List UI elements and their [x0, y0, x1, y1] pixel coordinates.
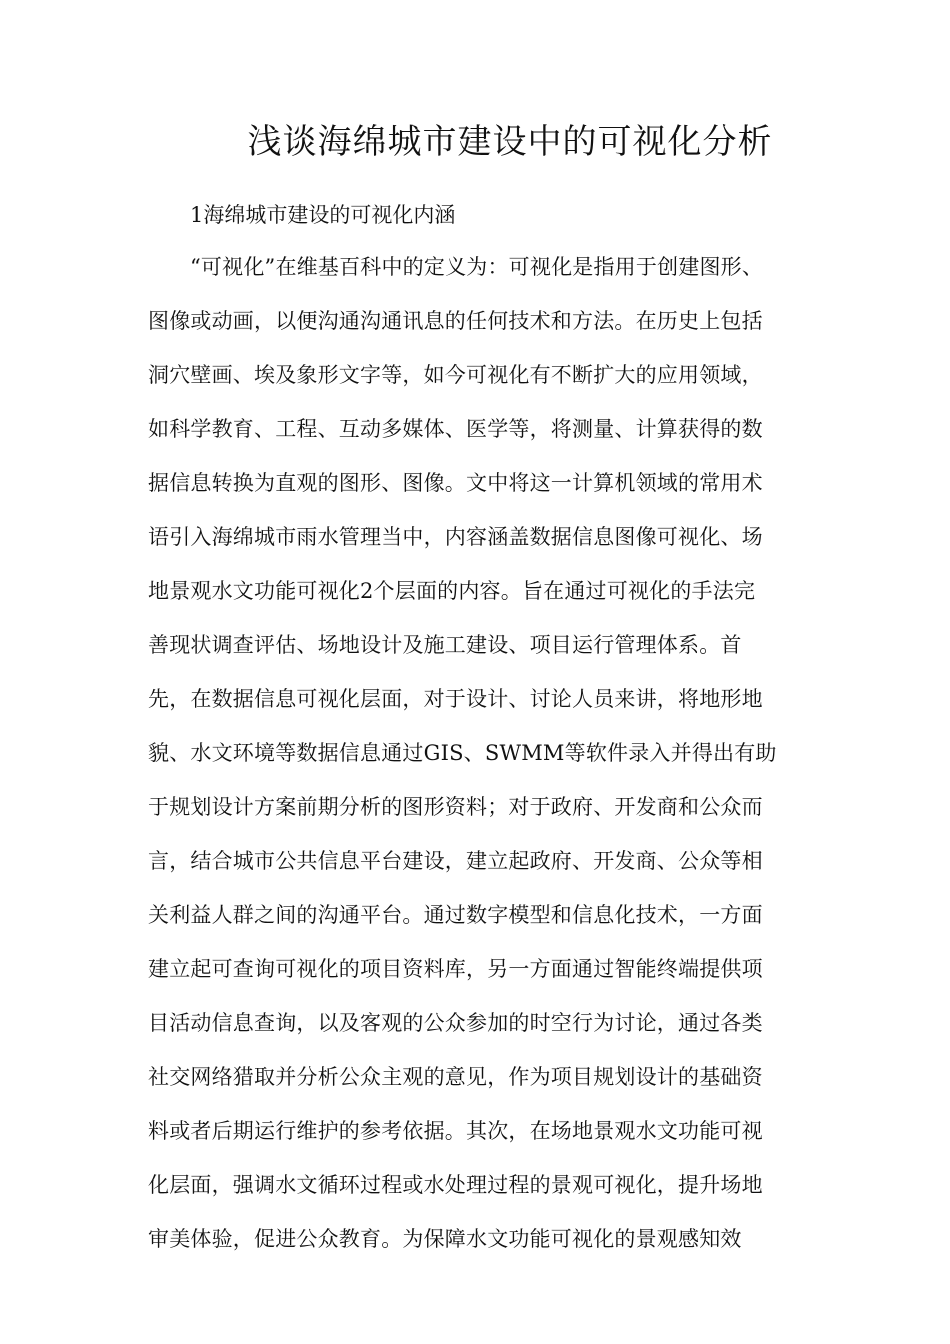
body-line: 目活动信息查询，以及客观的公众参加的时空行为讨论，通过各类 [148, 1011, 763, 1035]
document-title: 浅谈海绵城市建设中的可视化分析 [247, 122, 773, 162]
body-line: 言，结合城市公共信息平台建设，建立起政府、开发商、公众等相 [148, 849, 763, 873]
body-line: 建立起可查询可视化的项目资料库，另一方面通过智能终端提供项 [148, 957, 763, 981]
body-line: 语引入海绵城市雨水管理当中，内容涵盖数据信息图像可视化、场 [148, 525, 763, 549]
body-line: 如科学教育、工程、互动多媒体、医学等，将测量、计算获得的数 [148, 417, 763, 441]
body-line: 料或者后期运行维护的参考依据。其次，在场地景观水文功能可视 [148, 1119, 763, 1143]
body-line: 据信息转换为直观的图形、图像。文中将这一计算机领域的常用术 [148, 471, 763, 495]
body-line: 审美体验，促进公众教育。为保障水文功能可视化的景观感知效 [148, 1227, 742, 1251]
body-line: 化层面，强调水文循环过程或水处理过程的景观可视化，提升场地 [148, 1173, 763, 1197]
body-line: 先，在数据信息可视化层面，对于设计、讨论人员来讲，将地形地 [148, 687, 763, 711]
body-line: 地景观水文功能可视化2个层面的内容。旨在通过可视化的手法完 [148, 579, 756, 603]
body-line: “可视化”在维基百科中的定义为：可视化是指用于创建图形、 [190, 255, 764, 279]
body-line: 貌、水文环境等数据信息通过GIS、SWMM等软件录入并得出有助 [148, 741, 777, 765]
body-line: 关利益人群之间的沟通平台。通过数字模型和信息化技术，一方面 [148, 903, 763, 927]
body-line: 善现状调查评估、场地设计及施工建设、项目运行管理体系。首 [148, 633, 742, 657]
body-text [148, 240, 808, 1266]
body-line: 图像或动画，以便沟通沟通讯息的任何技术和方法。在历史上包括 [148, 309, 763, 333]
body-line: 社交网络猎取并分析公众主观的意见，作为项目规划设计的基础资 [148, 1065, 763, 1089]
section-heading: 1海绵城市建设的可视化内涵 [190, 203, 456, 227]
body-line: 于规划设计方案前期分析的图形资料；对于政府、开发商和公众而 [148, 795, 763, 819]
body-line: 洞穴壁画、埃及象形文字等，如今可视化有不断扩大的应用领域， [148, 363, 763, 387]
